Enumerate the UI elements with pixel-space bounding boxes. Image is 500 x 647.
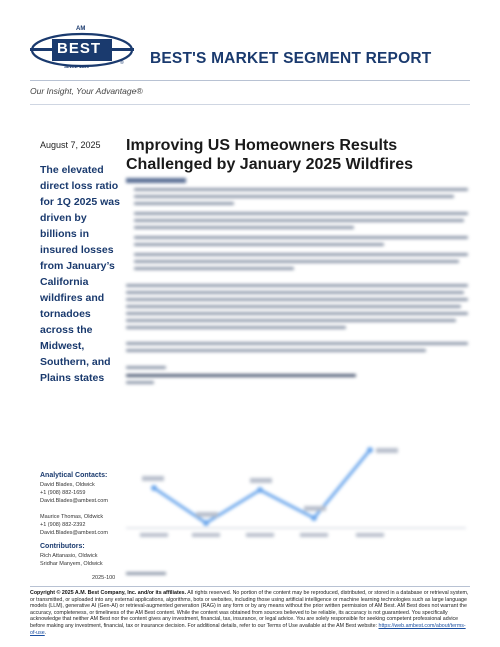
footer-end: . <box>44 629 47 636</box>
contributors-heading: Contributors: <box>40 543 85 550</box>
contact-phone: +1 (908) 882-2392 <box>40 522 86 528</box>
report-code: 2025-100 <box>92 575 116 581</box>
article-title: Improving US Homeowners Results Challenged by January 2025 Wildfires <box>126 137 414 173</box>
copyright-footer <box>30 590 470 636</box>
contact-email[interactable]: David.Blades@ambest.com <box>40 530 108 536</box>
blurred-line-chart <box>126 390 470 540</box>
blurred-section-heading <box>126 178 186 183</box>
logo-registered: ® <box>120 60 124 66</box>
tagline: Our Insight, Your Advantage® <box>30 86 143 96</box>
copyright-notice: Copyright © 2025 A.M. Best Company, Inc. and/or its affiliates. <box>30 590 187 596</box>
header-divider <box>30 80 470 81</box>
contacts-panel <box>40 472 122 568</box>
contact-name: David Blades, Oldwick <box>40 482 95 488</box>
contact-email[interactable]: David.Blades@ambest.com <box>40 498 108 504</box>
footer-divider <box>30 586 470 587</box>
copyright-text: All rights reserved. No portion of the content may be reproduced, distributed, or stored in a database or retrieval system, or transmitted, or uploaded into any external applications, algorithms, bots or websites, including those using artificial intelligence or machine learning technologies such as large language models (LLM), generative AI (Gen-AI) or retrieval-augmented generation (RAG) in any form or by any means without the prior written permission of AM Best. AM Best does not warrant the accuracy, completeness, or timeliness of the AM Best content. While the content was obtained from sources believed to be reliable, its accuracy is not guaranteed. You specifically acknowledge that neither AM Best nor the content gives any investment, financial, tax, insurance, or legal advice. You are solely responsible for seeking competent professional advice before making any investment, financial, tax or insurance decision. For additional details, refer to our Terms of Use available at the AM Best website: <box>30 590 469 629</box>
pull-quote: The elevated direct loss ratio for 1Q 2025 was driven by billions in insured losses from January’s California wildfires and tornadoes across the Midwest, Southern, and Plains states <box>40 164 120 384</box>
blurred-chart-source <box>126 572 166 575</box>
contributor-name: Sridhar Manyem, Oldwick <box>40 561 103 567</box>
logo-since: SINCE 1899 <box>64 64 90 69</box>
tagline-divider <box>30 104 470 105</box>
report-title: BEST'S MARKET SEGMENT REPORT <box>150 50 432 67</box>
terms-of-use-link[interactable]: https://web.ambest.com/about/terms-of-use <box>30 622 466 636</box>
report-header <box>0 0 500 78</box>
logo-am: AM <box>76 26 86 32</box>
logo-best: BEST <box>57 40 102 57</box>
contributor-name: Rich Attanasio, Oldwick <box>40 553 98 559</box>
contact-name: Maurice Thomas, Oldwick <box>40 514 104 520</box>
contact-phone: +1 (908) 882-1659 <box>40 490 86 496</box>
analytical-contacts-heading: Analytical Contacts: <box>40 472 108 479</box>
report-date: August 7, 2025 <box>40 140 101 150</box>
